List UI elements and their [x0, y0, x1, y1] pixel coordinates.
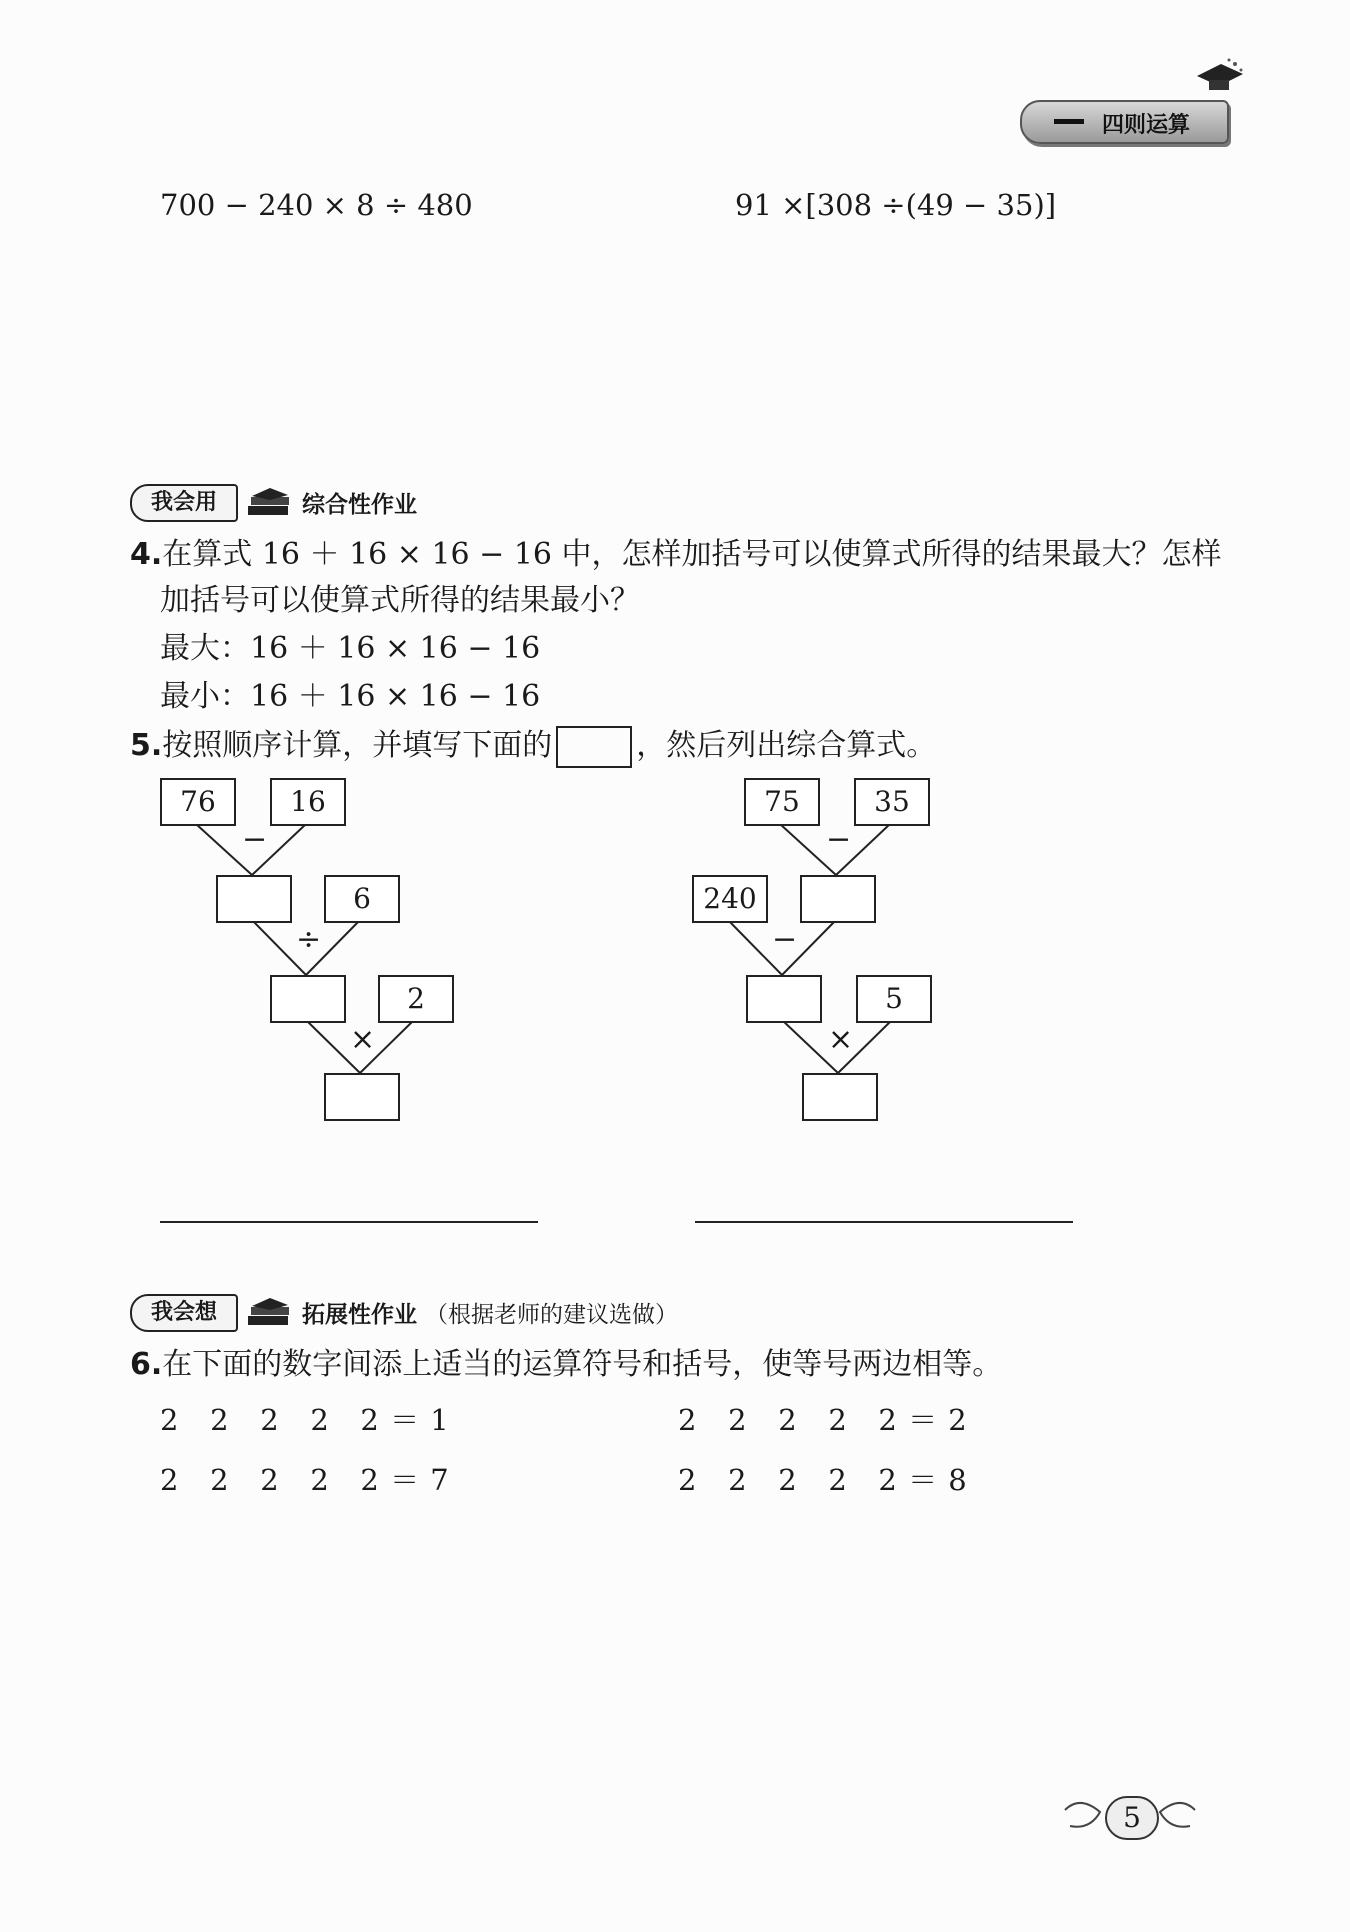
equation-row-4: 2 2 2 2 2 ＝ 8: [678, 1463, 968, 1497]
equation-row-3: 2 2 2 2 2 ＝ 7: [160, 1463, 450, 1497]
chapter-title: 四则运算: [1102, 113, 1191, 138]
question-4-min: 最小：16 ＋ 16 × 16 − 16: [160, 679, 541, 714]
tree-left-op-divide: ÷: [296, 922, 322, 957]
question-4-max: 最大：16 ＋ 16 × 16 − 16: [160, 631, 541, 666]
tree-left-box-6: 6: [324, 875, 400, 923]
expression-left: 700 − 240 × 8 ÷ 480: [160, 188, 473, 222]
equation-row-2: 2 2 2 2 2 ＝ 2: [678, 1403, 968, 1437]
question-5-text-b: ，然后列出综合算式。: [636, 728, 937, 763]
section-tag-extension: [130, 1294, 930, 1330]
expression-right: 91 ×[308 ÷(49 − 35)]: [735, 188, 1057, 222]
tree-left-box-16: 16: [270, 778, 346, 826]
tree-left-op-minus: −: [242, 822, 268, 857]
tree-left-op-multiply: ×: [350, 1022, 376, 1057]
answer-line-left[interactable]: [160, 1221, 538, 1223]
question-6-line: [130, 1346, 1002, 1384]
section-tag-label: 我会用: [130, 484, 238, 522]
question-4-number: 4.: [130, 537, 163, 572]
tree-left-blank-1[interactable]: [216, 875, 292, 923]
tree-right-op-multiply: ×: [828, 1022, 854, 1057]
section-title-text: 拓展性作业: [302, 1302, 417, 1328]
tree-left-box-76: 76: [160, 778, 236, 826]
tree-right-blank-1[interactable]: [800, 875, 876, 923]
question-4-line2: 加括号可以使算式所得的结果最小？: [160, 583, 640, 618]
section-title: 综合性作业: [302, 492, 417, 518]
answer-line-right[interactable]: [695, 1221, 1073, 1223]
tree-right-box-35: 35: [854, 778, 930, 826]
books-icon: [246, 1296, 292, 1328]
section-tag-label: 我会想: [130, 1294, 238, 1332]
section-title: [302, 1296, 678, 1329]
tree-right-box-5: 5: [856, 975, 932, 1023]
tree-right-op-minus: −: [826, 822, 852, 857]
question-4-text1: 在算式 16 ＋ 16 × 16 − 16 中，怎样加括号可以使算式所得的结果最大？怎样: [162, 537, 1222, 572]
tree-right-box-75: 75: [744, 778, 820, 826]
tree-left-blank-2[interactable]: [270, 975, 346, 1023]
page-number: 5: [1105, 1796, 1159, 1840]
question-6-number: 6.: [130, 1347, 163, 1382]
question-5-number: 5.: [130, 728, 163, 763]
question-6-text: 在下面的数字间添上适当的运算符号和括号，使等号两边相等。: [162, 1347, 1003, 1382]
tree-left-box-2: 2: [378, 975, 454, 1023]
tree-right-blank-2[interactable]: [746, 975, 822, 1023]
tree-right-blank-3[interactable]: [802, 1073, 878, 1121]
tree-right-box-240: 240: [692, 875, 768, 923]
equation-row-1: 2 2 2 2 2 ＝ 1: [160, 1403, 450, 1437]
section-note: （根据老师的建议选做）: [425, 1302, 678, 1328]
tree-right-op-minus-2: −: [772, 922, 798, 957]
question-5-text-a: 按照顺序计算，并填写下面的: [162, 728, 553, 763]
tree-left-blank-3[interactable]: [324, 1073, 400, 1121]
page-number-ornament: [1060, 1790, 1200, 1850]
